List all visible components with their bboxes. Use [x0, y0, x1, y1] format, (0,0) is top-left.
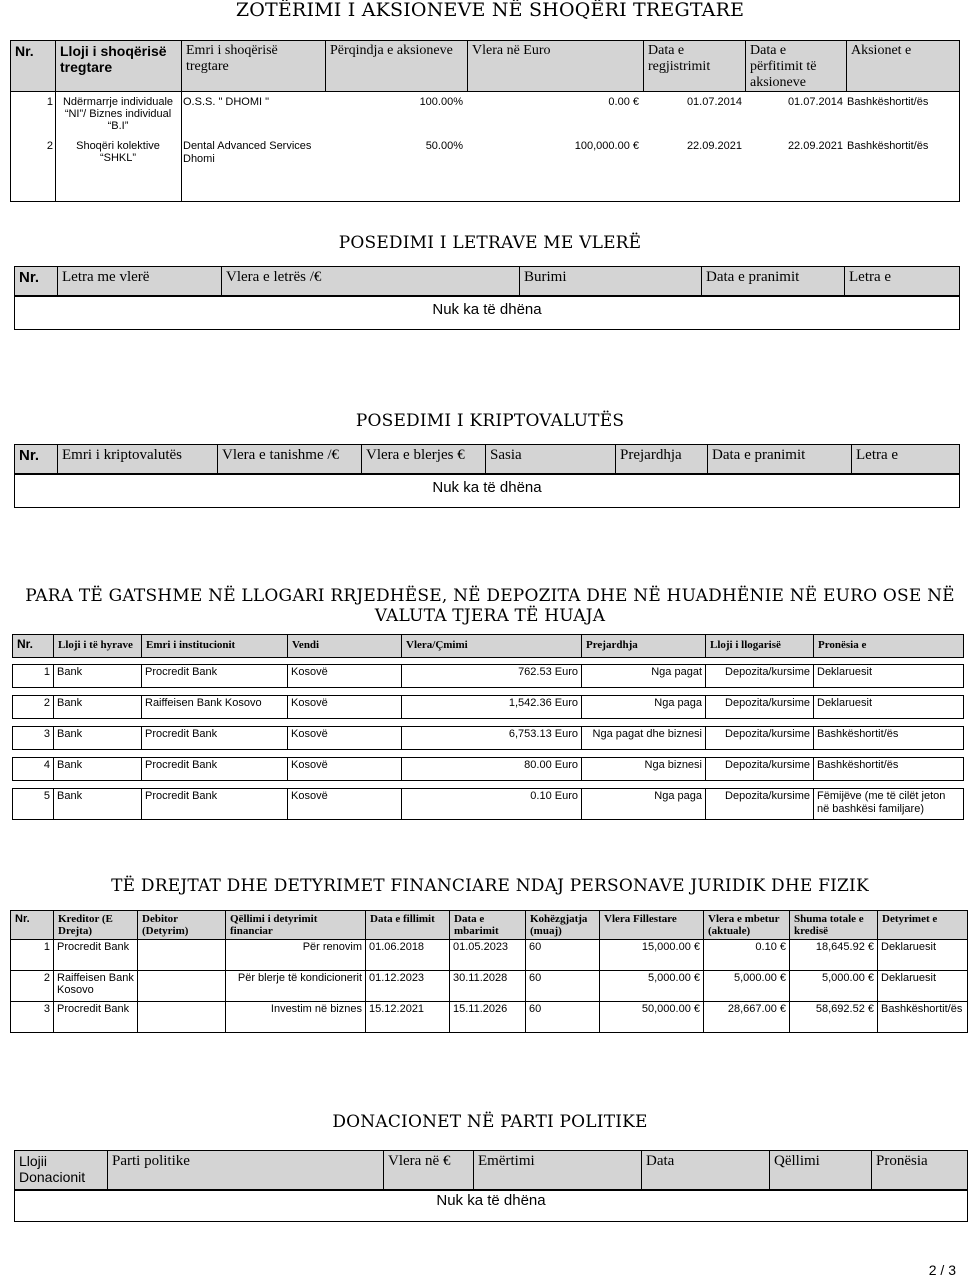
cash-row-5: [12, 788, 964, 820]
cash-row-value: 80.00 Euro: [401, 758, 581, 780]
debts-header-start: Data e fillimit: [365, 911, 449, 939]
debts-header-end: Data e mbarimit: [449, 911, 525, 939]
cash-row-owner: Deklaruesit: [813, 696, 963, 718]
debts-row-initial: 15,000.00 €: [599, 940, 703, 970]
donations-header-date: Data: [641, 1151, 769, 1189]
debts-row-duration: 60: [525, 1002, 599, 1032]
debts-table: [10, 910, 968, 1033]
shares-row-nr: 2: [46, 140, 53, 152]
debts-row-debtor: [137, 1002, 225, 1032]
debts-row-end: 30.11.2028: [449, 971, 525, 1001]
debts-row-purpose: Për blerje të kondicionerit: [225, 971, 365, 1001]
debts-row-creditor: Raiffeisen Bank Kosovo: [53, 971, 137, 1001]
cash-row-account-type: Depozita/kursime: [705, 789, 813, 819]
debts-header-initial: Vlera Fillestare: [599, 911, 703, 939]
debts-row-nr: 3: [43, 1003, 50, 1015]
cash-row-institution: Raiffeisen Bank Kosovo: [141, 696, 287, 718]
debts-row-total: 18,645.92 €: [789, 940, 877, 970]
cash-row-account-type: Depozita/kursime: [705, 727, 813, 749]
debts-row-end: 15.11.2026: [449, 1002, 525, 1032]
debts-header-duration: Kohëzgjatja (muaj): [525, 911, 599, 939]
debts-row-remaining: 5,000.00 €: [703, 971, 789, 1001]
cash-row-income-type: Bank: [53, 789, 141, 819]
debts-row-owner: Deklaruesit: [877, 971, 967, 1001]
cash-row-income-type: Bank: [53, 665, 141, 687]
letters-table-header: [14, 266, 960, 296]
shares-table-header: [10, 40, 960, 92]
cash-row-origin: Nga paga: [581, 789, 705, 819]
cash-row-institution: Procredit Bank: [141, 758, 287, 780]
debts-header-creditor: Kreditor (E Drejta): [53, 911, 137, 939]
crypto-table-header: [14, 444, 960, 474]
shares-header-percent: Përqindja e aksioneve: [325, 41, 467, 91]
shares-table-body: [10, 92, 960, 202]
cash-row-country: Kosovë: [287, 665, 401, 687]
cash-row-4: [12, 757, 964, 781]
page-number: 2 / 3: [928, 1262, 956, 1278]
cash-row-income-type: Bank: [53, 727, 141, 749]
shares-row-percent: 50.00%: [425, 140, 463, 152]
cash-row-2: [12, 695, 964, 719]
cash-row-3: [12, 726, 964, 750]
letters-header-nr: Nr.: [19, 269, 40, 286]
cash-title-line2: VALUTA TJERA TË HUAJA: [374, 606, 606, 626]
letters-header-date: Data e pranimit: [701, 267, 844, 295]
debts-row-start: 15.12.2021: [365, 1002, 449, 1032]
cash-row-1: [12, 664, 964, 688]
cash-row-nr: 3: [43, 728, 50, 740]
cash-row-owner: Bashkëshortit/ës: [813, 727, 963, 749]
cash-header-income-type: Lloji i të hyrave: [53, 635, 141, 657]
donations-header-party: Parti politike: [107, 1151, 383, 1189]
cash-row-institution: Procredit Bank: [141, 727, 287, 749]
cash-row-institution: Procredit Bank: [141, 789, 287, 819]
shares-header-name: Emri i shoqërisë tregtare: [181, 41, 325, 91]
cash-row-owner: Deklaruesit: [813, 665, 963, 687]
donations-title: DONACIONET NË PARTI POLITIKE: [332, 1112, 648, 1132]
shares-header-owner: Aksionet e: [846, 41, 961, 91]
debts-row-1: [10, 940, 968, 971]
donations-table: [14, 1150, 968, 1190]
cash-row-owner: Bashkëshortit/ës: [813, 758, 963, 780]
cash-row-country: Kosovë: [287, 696, 401, 718]
letters-table: [14, 266, 960, 296]
debts-row-purpose: Për renovim: [225, 940, 365, 970]
shares-row-2: [11, 140, 959, 170]
crypto-empty-message: Nuk ka të dhëna: [14, 474, 960, 508]
cash-header-account-type: Lloji i llogarisë: [705, 635, 813, 657]
crypto-header-current: Vlera e tanishme /€: [217, 445, 361, 473]
shares-title: ZOTËRIMI I AKSIONEVE NË SHOQËRI TREGTARE: [235, 0, 745, 21]
cash-row-value: 1,542.36 Euro: [401, 696, 581, 718]
cash-header-origin: Prejardhja: [581, 635, 705, 657]
cash-row-income-type: Bank: [53, 696, 141, 718]
debts-row-duration: 60: [525, 971, 599, 1001]
debts-row-remaining: 0.10 €: [703, 940, 789, 970]
debts-row-nr: 1: [43, 941, 50, 953]
crypto-header-quantity: Sasia: [485, 445, 615, 473]
debts-row-debtor: [137, 940, 225, 970]
cash-table: [12, 634, 964, 658]
debts-row-initial: 50,000.00 €: [599, 1002, 703, 1032]
shares-row-nr: 1: [46, 96, 53, 108]
cash-row-origin: Nga paga: [581, 696, 705, 718]
cash-row-origin: Nga biznesi: [581, 758, 705, 780]
debts-row-end: 01.05.2023: [449, 940, 525, 970]
shares-row-acqdate: 01.07.2014: [787, 96, 843, 108]
cash-row-nr: 1: [43, 666, 50, 678]
crypto-table: [14, 444, 960, 474]
cash-row-nr: 4: [43, 759, 50, 771]
shares-row-value: 100,000.00 €: [574, 140, 639, 152]
debts-row-owner: Bashkëshortit/ës: [877, 1002, 967, 1032]
crypto-header-purchase: Vlera e blerjes €: [361, 445, 485, 473]
shares-row-1: [11, 96, 959, 136]
shares-header-value: Vlera në Euro: [467, 41, 643, 91]
debts-row-initial: 5,000.00 €: [599, 971, 703, 1001]
cash-row-account-type: Depozita/kursime: [705, 665, 813, 687]
debts-row-creditor: Procredit Bank: [53, 940, 137, 970]
debts-row-duration: 60: [525, 940, 599, 970]
cash-table-header: [12, 634, 964, 658]
letters-title: POSEDIMI I LETRAVE ME VLERË: [338, 233, 642, 253]
cash-row-origin: Nga pagat dhe biznesi: [581, 727, 705, 749]
debts-header-nr: Nr.: [15, 913, 30, 925]
shares-row-name: Dental Advanced Services Dhomi: [183, 140, 312, 165]
debts-row-debtor: [137, 971, 225, 1001]
debts-title: TË DREJTAT DHE DETYRIMET FINANCIARE NDAJ PERSONAVE JURIDIK DHE FIZIK: [111, 876, 869, 896]
debts-header-owner: Detyrimet e: [877, 911, 969, 939]
cash-row-account-type: Depozita/kursime: [705, 696, 813, 718]
shares-row-type: Shoqëri kolektive “SHKL”: [76, 140, 160, 164]
letters-header-source: Burimi: [519, 267, 701, 295]
cash-row-value: 6,753.13 Euro: [401, 727, 581, 749]
shares-row-acqdate: 22.09.2021: [787, 140, 843, 152]
debts-row-remaining: 28,667.00 €: [703, 1002, 789, 1032]
debts-row-3: [10, 1002, 968, 1033]
shares-header-acqdate: Data e përfitimit të aksioneve: [745, 41, 846, 91]
shares-header-regdate: Data e regjistrimit: [643, 41, 745, 91]
debts-table-body: [10, 940, 968, 1033]
shares-row-regdate: 01.07.2014: [686, 96, 742, 108]
crypto-header-origin: Prejardhja: [615, 445, 707, 473]
cash-row-account-type: Depozita/kursime: [705, 758, 813, 780]
debts-header-debtor: Debitor (Detyrim): [137, 911, 225, 939]
letters-header-owner: Letra e: [844, 267, 961, 295]
debts-row-total: 5,000.00 €: [789, 971, 877, 1001]
letters-header-value: Vlera e letrës /€: [221, 267, 519, 295]
debts-header-total: Shuma totale e kredisë: [789, 911, 877, 939]
debts-row-2: [10, 971, 968, 1002]
letters-header-letter: Letra me vlerë: [57, 267, 221, 295]
cash-header-country: Vendi: [287, 635, 401, 657]
donations-empty-message: Nuk ka të dhëna: [14, 1190, 968, 1222]
cash-header-nr: Nr.: [17, 637, 34, 651]
crypto-header-nr: Nr.: [19, 447, 40, 464]
cash-row-nr: 5: [43, 790, 50, 802]
donations-header-value: Vlera në €: [383, 1151, 473, 1189]
debts-row-purpose: Investim në biznes: [225, 1002, 365, 1032]
cash-header-institution: Emri i institucionit: [141, 635, 287, 657]
debts-header-purpose: Qëllimi i detyrimit financiar: [225, 911, 365, 939]
debts-row-nr: 2: [43, 972, 50, 984]
debts-row-owner: Deklaruesit: [877, 940, 967, 970]
donations-header-purpose: Qëllimi: [769, 1151, 871, 1189]
crypto-header-owner: Letra e: [851, 445, 961, 473]
cash-table-body: [12, 664, 964, 820]
donations-table-header: [14, 1150, 968, 1190]
shares-table: [10, 40, 960, 202]
debts-row-start: 01.12.2023: [365, 971, 449, 1001]
cash-row-value: 762.53 Euro: [401, 665, 581, 687]
shares-row-owner: Bashkëshortit/ës: [847, 140, 929, 152]
cash-header-value: Vlera/Çmimi: [401, 635, 581, 657]
shares-row-regdate: 22.09.2021: [686, 140, 742, 152]
cash-row-country: Kosovë: [287, 758, 401, 780]
debts-table-header: [10, 910, 968, 940]
debts-header-remaining: Vlera e mbetur (aktuale): [703, 911, 789, 939]
shares-row-percent: 100.00%: [419, 96, 463, 108]
cash-row-nr: 2: [43, 697, 50, 709]
shares-header-type: Lloji i shoqërisë tregtare: [55, 41, 181, 91]
cash-row-country: Kosovë: [287, 727, 401, 749]
cash-title-line1: PARA TË GATSHME NË LLOGARI RRJEDHËSE, NË DEPOZITA DHE NË HUADHËNIE NË EURO OSE NË: [25, 586, 955, 606]
shares-row-type: Ndërmarrje individuale “NI”/ Biznes individual “B.I”: [62, 96, 174, 132]
donations-header-name: Emërtimi: [473, 1151, 641, 1189]
cash-row-owner: Fëmijëve (me të cilët jeton në bashkësi familjare): [813, 789, 963, 819]
shares-header-nr: Nr.: [15, 43, 34, 59]
cash-row-origin: Nga pagat: [581, 665, 705, 687]
debts-row-creditor: Procredit Bank: [53, 1002, 137, 1032]
cash-row-country: Kosovë: [287, 789, 401, 819]
shares-row-owner: Bashkëshortit/ës: [847, 96, 929, 108]
crypto-header-name: Emri i kriptovalutës: [57, 445, 217, 473]
crypto-header-date: Data e pranimit: [707, 445, 851, 473]
shares-row-name: O.S.S. " DHOMI ": [183, 96, 270, 108]
debts-row-start: 01.06.2018: [365, 940, 449, 970]
debts-row-total: 58,692.52 €: [789, 1002, 877, 1032]
letters-empty-message: Nuk ka të dhëna: [14, 296, 960, 330]
crypto-title: POSEDIMI I KRIPTOVALUTËS: [355, 411, 625, 431]
cash-header-owner: Pronësia e: [813, 635, 965, 657]
shares-row-value: 0.00 €: [608, 96, 639, 108]
cash-row-income-type: Bank: [53, 758, 141, 780]
donations-header-owner: Pronësia: [871, 1151, 969, 1189]
donations-header-type: Llojii Donacionit: [19, 1153, 86, 1185]
cash-row-value: 0.10 Euro: [401, 789, 581, 819]
cash-row-institution: Procredit Bank: [141, 665, 287, 687]
